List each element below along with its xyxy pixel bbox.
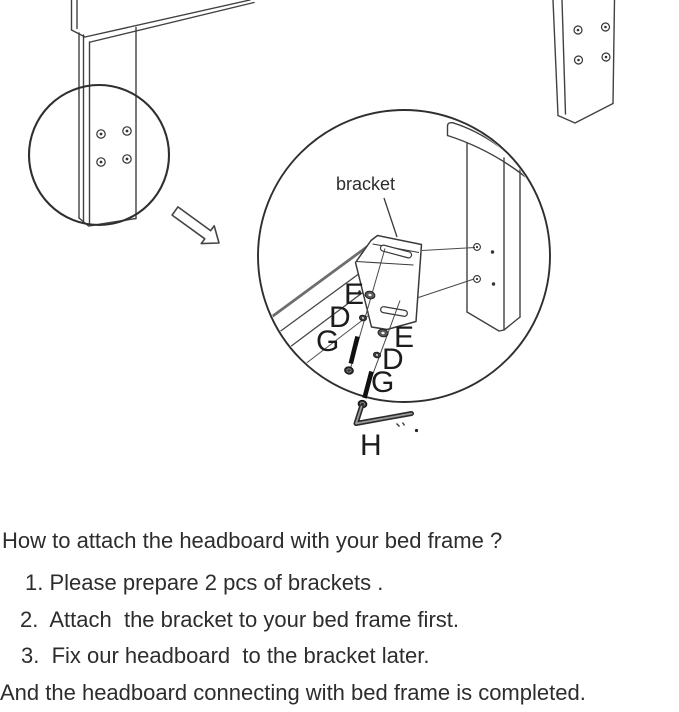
instruction-step-1: 1. Please prepare 2 pcs of brackets . — [25, 570, 384, 595]
stray-marks — [397, 423, 419, 433]
instructions-heading: How to attach the headboard with your bed frame ? — [2, 528, 503, 553]
instructions-footer: And the headboard connecting with bed frame is completed. — [0, 680, 586, 705]
part-label-h: H — [360, 429, 382, 462]
part-label-e2: E — [394, 321, 415, 354]
bolt-g2-icon — [357, 372, 371, 409]
part-label-d1: D — [329, 301, 351, 334]
allen-key-icon — [356, 407, 412, 424]
zoom-arrow-icon — [172, 207, 219, 244]
bed-post-shape — [448, 123, 539, 331]
bolt-g1-icon — [344, 337, 358, 376]
bed-post-holes — [474, 244, 496, 286]
headboard-leg-drawing — [72, 0, 255, 226]
bracket-callout-label: bracket — [336, 174, 396, 194]
instruction-step-3: 3. Fix our headboard to the bracket later. — [21, 643, 430, 668]
part-label-g2: G — [371, 366, 395, 399]
instruction-step-2: 2. Attach the bracket to your bed frame first. — [20, 607, 459, 632]
leg-zoom-circle — [29, 85, 169, 225]
part-label-e1: E — [344, 278, 365, 311]
frame-leg-holes — [574, 23, 610, 64]
part-label-d2: D — [382, 343, 404, 376]
bracket-callout-leader — [384, 198, 397, 237]
part-label-g1: G — [316, 325, 340, 358]
headboard-leg-holes — [97, 127, 131, 166]
